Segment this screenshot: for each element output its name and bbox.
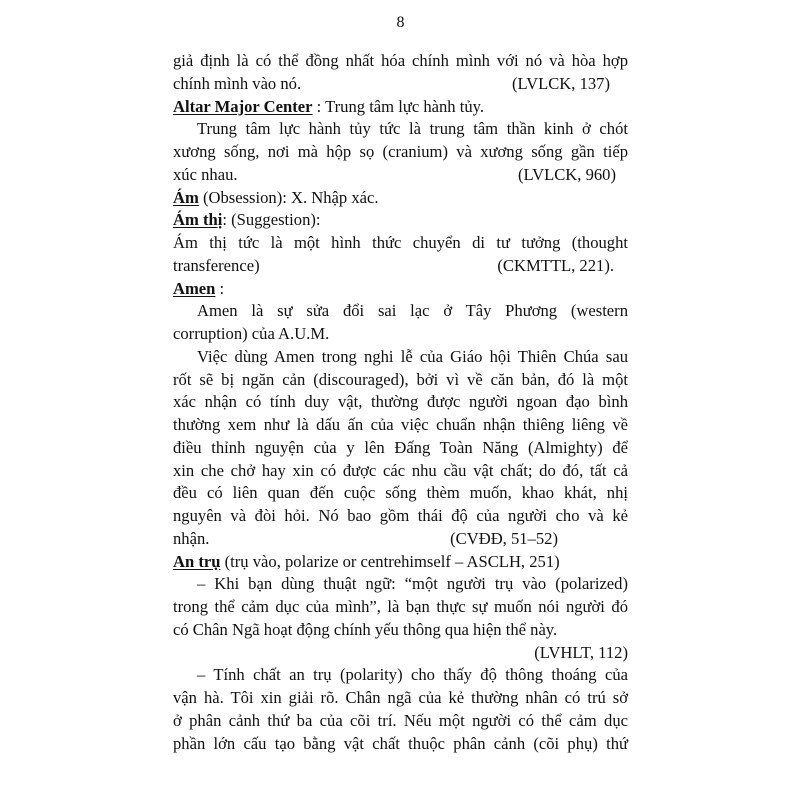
citation: (LVLCK, 960) (517, 164, 616, 184)
citation: (LVHLT, 112) (534, 642, 628, 662)
page-number: 8 (396, 14, 405, 31)
text-fragment: transference) (173, 255, 260, 275)
glossary-term: Ám thị (173, 210, 223, 230)
document-page (173, 0, 628, 800)
text-line: rốt sẽ bị ngăn cản (discouraged), bởi vì về căn bản, đó là một (173, 369, 628, 389)
text-line: đều có liên quan đến cuộc sống thèm muốn, khao khát, nhị (173, 483, 628, 503)
glossary-term: Altar Major Center (173, 96, 313, 116)
text-line: phần lớn cấu tạo bằng vật chất thuộc phân cảnh (cõi phụ) thứ (173, 733, 628, 753)
glossary-definition: (Obsession): X. Nhập xác. (198, 187, 379, 207)
page-content (173, 50, 628, 755)
glossary-term: Amen (173, 278, 216, 298)
citation: (LVLCK, 137) (511, 73, 610, 93)
text-line: Trung tâm lực hành tủy tức là trung tâm thần kinh ở chót (197, 119, 628, 139)
glossary-definition: (trụ vào, polarize or centrehimself – ASCLH, 251) (220, 551, 560, 571)
text-line: có Chân Ngã hoạt động chính yếu thông qua hiện thể này. (173, 619, 558, 639)
glossary-term: Ám (173, 187, 199, 207)
glossary-entry-heading (173, 209, 628, 232)
text-line: giả định là có thể đồng nhất hóa chính mình với nó và hòa hợp (173, 51, 628, 70)
glossary-entry-heading (173, 187, 628, 210)
text-line: corruption) của A.U.M. (173, 324, 330, 343)
text-line: điều thỉnh nguyện của y lên Đấng Toàn Năng (Almighty) để (173, 437, 628, 457)
text-line: trong thể cảm dục của mình”, là bạn thực sự muốn nói người đó (173, 597, 628, 616)
glossary-entry-heading (173, 278, 628, 301)
text-line: Ám thị tức là một hình thức chuyển di tư tưởng (thought (173, 233, 628, 252)
glossary-term: An trụ (173, 551, 221, 571)
text-line: ở phân cảnh thứ ba của cõi trí. Nếu một người có thể cảm dục (173, 710, 628, 730)
text-fragment: chính mình vào nó. (173, 73, 302, 93)
text-line: xương sống, nơi mà hộp sọ (cranium) và xương sống gần tiếp (173, 142, 628, 161)
text-line: – Khi bạn dùng thuật ngữ: “một người trụ vào (polarized) (197, 574, 628, 594)
glossary-entry-heading (173, 96, 628, 119)
text-line (173, 255, 628, 278)
text-line: nguyên và đòi hỏi. Nó bao gồm thái độ của người cho và kẻ (173, 506, 628, 525)
text-line: thường xem như là dấu ấn của việc chuẩn nhận thiêng liêng về (173, 415, 628, 434)
text-fragment: nhận. (173, 528, 210, 548)
citation: (CVĐĐ, 51–52) (450, 528, 558, 548)
glossary-entry-heading (173, 551, 628, 574)
text-line (173, 164, 628, 187)
citation: (CKMTTL, 221). (497, 255, 614, 275)
text-line: – Tính chất an trụ (polarity) cho thấy độ thông thoáng của (197, 665, 628, 685)
text-line: vận hà. Tôi xin giải rõ. Chân ngã của kẻ thường nhân có trú sở (173, 688, 628, 707)
text-line: xác nhận có tính duy vật, thường được người ngoan đạo bình (173, 392, 628, 412)
text-line (173, 73, 628, 96)
text-line: Amen là sự sửa đổi sai lạc ở Tây Phương (western (197, 301, 628, 321)
text-fragment: xúc nhau. (173, 164, 238, 184)
text-line (173, 528, 628, 551)
text-line: Việc dùng Amen trong nghi lễ của Giáo hội Thiên Chúa sau (197, 346, 628, 366)
text-line: xin che chở hay xin có được các nhu cầu vật chất; do đó, tất cả (173, 460, 628, 480)
glossary-definition: : (215, 278, 225, 298)
glossary-definition: : (Suggestion): (222, 210, 321, 230)
glossary-definition: : Trung tâm lực hành tủy. (312, 96, 485, 116)
